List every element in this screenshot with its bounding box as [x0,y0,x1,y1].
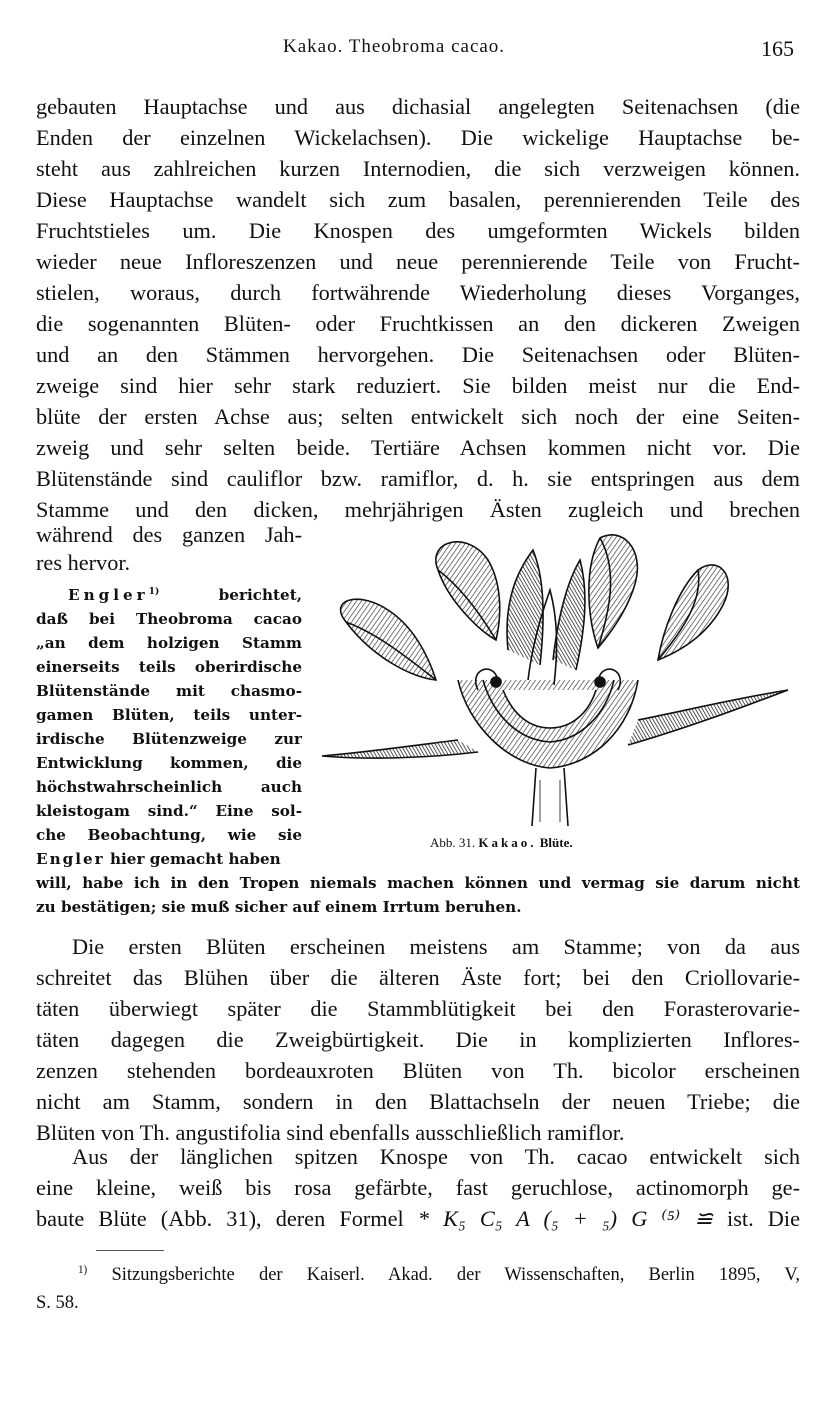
footnote-text: Sitzungsberichte der Kaiserl. Akad. der Wissenschaften, Berlin 1895, V, [111,1265,801,1286]
text-line: Stamme und den dicken, mehrjährigen Ästen zugleich und brechen [36,497,800,522]
running-head [0,36,830,70]
caption-label: Abb. 31. [430,835,476,850]
quote-line: will, habe ich in den Tropen niemals machen können und vermag sie darum nicht [36,874,800,892]
text-line: Fruchtstieles um. Die Knospen des umgeformten Wickels bilden [36,218,800,243]
text-line: zenzen stehenden bordeauxroten Blüten von Th. bicolor erscheinen [36,1058,800,1083]
quote-line: „an dem holzigen Stamm [36,634,302,652]
text-line: täten überwiegt später die Stammblütigkeit bei den Forasterovarie- [36,996,800,1021]
author-name: Engler [68,586,149,605]
text-line: zweige sind hier sehr stark reduziert. Sie bilden meist nur die End- [36,373,800,398]
text-line: steht aus zahlreichen kurzen Internodien, die sich verzweigen können. [36,156,800,181]
quote-line [68,586,302,604]
text-line [36,1206,800,1232]
footnote-mark: 1) [78,1264,88,1276]
page-number: 165 [761,36,794,61]
caption-text: Blüte. [539,835,573,850]
text-line: Die ersten Blüten erscheinen meistens am Stamme; von da aus [72,934,800,959]
quote-line [36,850,302,868]
text-line: Aus der länglichen spitzen Knospe von Th. cacao entwickelt sich [72,1144,800,1169]
quote-line: gamen Blüten, teils unter- [36,706,302,724]
quote-line: daß bei Theobroma cacao [36,610,302,628]
text-line: eine kleine, weiß bis rosa gefärbte, fast geruchlose, actinomorph ge- [36,1175,800,1200]
footnote-ref: 1) [148,586,160,597]
text-line: die sogenannten Blüten- oder Fruchtkissen an den dickeren Zweigen [36,311,800,336]
quote-line: höchstwahrscheinlich auch [36,778,302,796]
text-line: stielen, woraus, durch fortwährende Wiederholung dieses Vorganges, [36,280,800,305]
text-line: zweig und sehr selten beide. Tertiäre Achsen kommen nicht vor. Die [36,435,800,460]
cacao-flower-drawing [318,530,800,826]
quote-line: irdische Blütenzweige zur [36,730,302,748]
text-span: baute Blüte (Abb. 31), deren Formel [36,1206,404,1231]
text-line: blüte der ersten Achse aus; selten entwickelt sich noch der eine Seiten- [36,404,800,429]
author-name: Engler [36,850,105,868]
caption-name: Kakao. [478,835,537,850]
text-line: gebauten Hauptachse und aus dichasial angelegten Seitenachsen (die [36,94,800,119]
quote-line: che Beobachtung, wie sie [36,826,302,844]
figure-caption [430,835,690,851]
text-line: Blüten von Th. angustifolia sind ebenfalls ausschließlich ramiflor. [36,1120,625,1145]
flower-illustration [318,530,800,826]
quote-line: Blütenstände mit chasmo- [36,682,302,700]
text-line: und an den Stämmen hervorgehen. Die Seitenachsen oder Blüten- [36,342,800,367]
running-title: Kakao. Theobroma cacao. [283,36,506,57]
text-line: nicht am Stamm, sondern in den Blattachseln der neuen Triebe; die [36,1089,800,1114]
text-line: Diese Hauptachse wandelt sich zum basalen, perennierenden Teile des [36,187,800,212]
footnote-line [78,1264,800,1286]
text-span: ist. Die [727,1206,800,1231]
floral-formula: * K₅ C₅ A (₅ + ₅) G ⁽⁵⁾ ≌ [417,1206,713,1231]
quote-line: zu bestätigen; sie muß sicher auf einem Irrtum beruhen. [36,898,522,916]
text-line: res hervor. [36,550,131,575]
text-line: wieder neue Infloreszenzen und neue perennierende Teile von Frucht- [36,249,800,274]
quote-text: berichtet, [218,586,302,605]
quote-text: hier gemacht haben [109,850,281,868]
quote-line: kleistogam sind.“ Eine sol- [36,802,302,820]
text-line: Blütenstände sind cauliflor bzw. ramiflor, d. h. sie entspringen aus dem [36,466,800,491]
quote-line: einerseits teils oberirdische [36,658,302,676]
text-line: täten dagegen die Zweigbürtigkeit. Die in komplizierten Inflores- [36,1027,800,1052]
footnote-rule [96,1250,164,1251]
text-line: Enden der einzelnen Wickelachsen). Die wickelige Hauptachse be- [36,125,800,150]
footnote-line: S. 58. [36,1293,79,1313]
text-line: schreitet das Blühen über die älteren Äste fort; bei den Criollovarie- [36,965,800,990]
quote-line: Entwicklung kommen, die [36,754,302,772]
text-line: während des ganzen Jah- [36,522,302,547]
